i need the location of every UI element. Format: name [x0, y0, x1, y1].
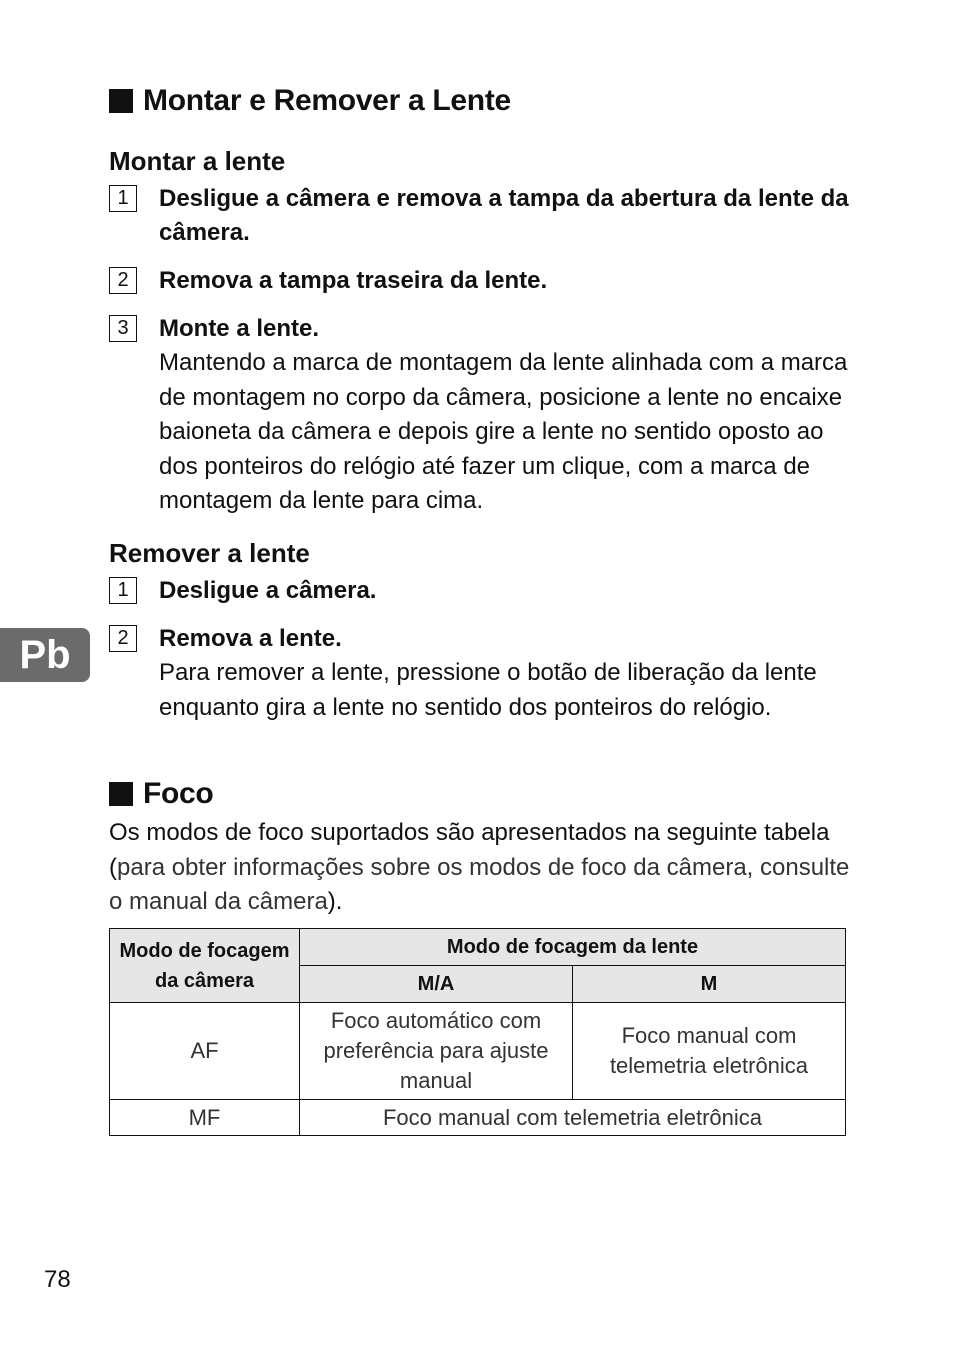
page-number: 78: [44, 1266, 71, 1293]
header-camera-mode: Modo de focagem da câmera: [110, 929, 300, 1003]
step-number: 2: [109, 267, 137, 294]
square-bullet-icon: [109, 89, 133, 113]
remove-heading: Remover a lente: [109, 538, 310, 568]
table-cell: Foco manual com telemetria eletrônica: [300, 1100, 846, 1136]
mount-step-1: [109, 182, 854, 250]
step-title: Desligue a câmera.: [159, 577, 377, 604]
step-title: Monte a lente.: [159, 315, 320, 342]
step-title: Remova a lente.: [159, 625, 342, 652]
language-tab: Pb: [0, 628, 90, 682]
table-row: [110, 1100, 846, 1136]
header-m: M: [573, 966, 846, 1003]
step-number: 1: [109, 577, 137, 604]
mount-step-3: [109, 312, 854, 519]
section-title-mount: Montar e Remover a Lente: [109, 84, 511, 118]
step-title: Remova a tampa traseira da lente.: [159, 267, 548, 294]
mount-heading: Montar a lente: [109, 146, 286, 176]
section-title-focus: Foco: [109, 777, 213, 811]
focus-table: [109, 928, 846, 1136]
step-body: Para remover a lente, pressione o botão de liberação da lente enquanto gira a lente no sentido dos ponteiros do relógio.: [159, 659, 817, 721]
step-number: 2: [109, 625, 137, 652]
step-number: 1: [109, 185, 137, 212]
square-bullet-icon: [109, 782, 133, 806]
step-body: Mantendo a marca de montagem da lente alinhada com a marca de montagem no corpo da câmera, posicione a lente no encaixe baioneta da câmera e depois gire a lente no sentido oposto ao dos ponteiros do relógio até fazer um clique, com a marca de montagem da lente para cima.: [159, 349, 848, 514]
table-cell: Foco automático com preferência para ajuste manual: [300, 1003, 573, 1100]
focus-intro: Os modos de foco suportados são apresentados na seguinte tabela (para obter informações sobre os modos de foco da câmera, consulte o manual da câmera).: [109, 819, 850, 915]
table-row: [110, 1003, 846, 1100]
mount-step-2: [109, 264, 854, 298]
step-number: 3: [109, 315, 137, 342]
step-title: Desligue a câmera e remova a tampa da abertura da lente da câmera.: [159, 185, 849, 246]
remove-step-1: [109, 574, 854, 608]
remove-step-2: [109, 622, 854, 725]
table-cell: Foco manual com telemetria eletrônica: [573, 1003, 846, 1100]
table-cell: MF: [110, 1100, 300, 1136]
table-cell: AF: [110, 1003, 300, 1100]
header-lens-mode: Modo de focagem da lente: [300, 929, 846, 966]
header-ma: M/A: [300, 966, 573, 1003]
